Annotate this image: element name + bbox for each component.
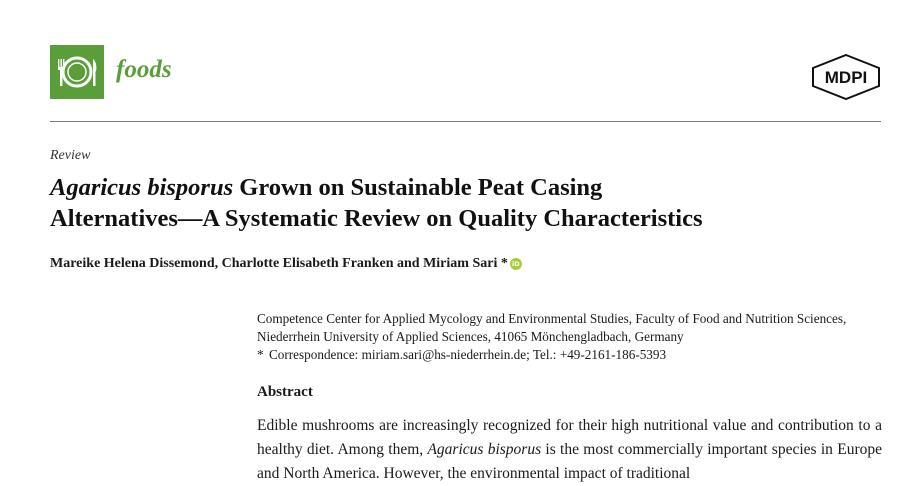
authors-text: Mareike Helena Dissemond, Charlotte Elisabeth Franken and Miriam Sari *	[50, 256, 508, 271]
abstract-part1: Edible mushrooms are increasingly recognized for their high nutritional value and contribution to a healthy diet. Among them,	[257, 417, 882, 458]
affiliation-line2: Niederrhein University of Applied Sciences, 41065 Mönchengladbach, Germany	[257, 329, 684, 344]
article-type: Review	[50, 148, 91, 163]
title-species: Agaricus bisporus	[50, 174, 234, 201]
title-line1-rest: Grown on Sustainable Peat Casing	[233, 174, 603, 201]
mdpi-logo-text: MDPI	[824, 68, 868, 87]
journal-name: foods	[116, 56, 172, 83]
correspondence	[257, 346, 887, 364]
mdpi-logo	[810, 54, 882, 100]
header-divider	[50, 121, 881, 122]
affiliations	[257, 310, 887, 364]
abstract-heading: Abstract	[257, 384, 313, 400]
correspondence-star: *	[257, 347, 264, 362]
correspondence-text: Correspondence: miriam.sari@hs-niederrhein.de; Tel.: +49-2161-186-5393	[269, 347, 667, 362]
plate-fork-knife-icon	[50, 45, 104, 99]
author-list	[50, 256, 522, 272]
article-title	[50, 172, 890, 234]
abstract-text	[257, 414, 882, 486]
orcid-icon[interactable]: iD	[510, 258, 522, 270]
abstract-species: Agaricus bisporus	[427, 441, 542, 458]
abstract-part2: is the most commercially important species in Europe and North America. However, the environmental impact of traditional	[257, 441, 882, 482]
journal-logo	[50, 45, 104, 99]
title-line2: Alternatives—A Systematic Review on Quality Characteristics	[50, 205, 703, 232]
affiliation-line1: Competence Center for Applied Mycology and Environmental Studies, Faculty of Food and Nutrition Sciences,	[257, 311, 847, 326]
